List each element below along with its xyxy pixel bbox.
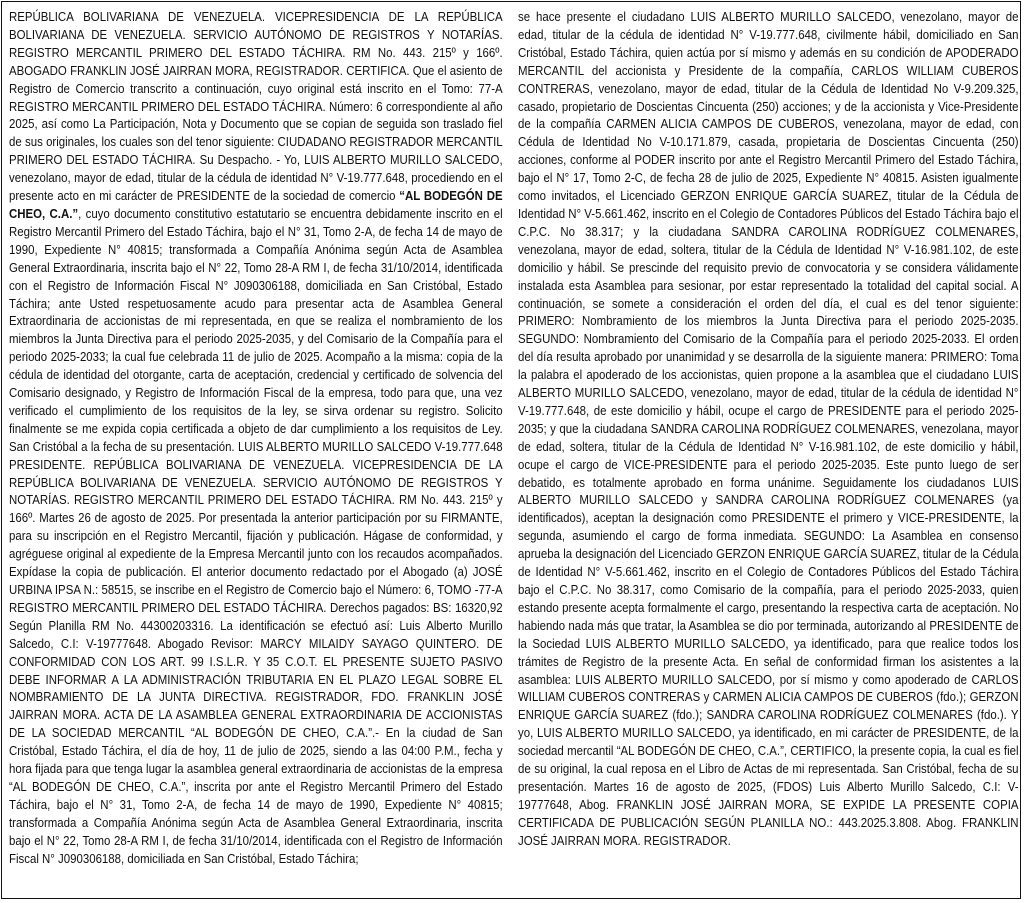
left-column bbox=[9, 8, 503, 892]
right-column bbox=[518, 8, 1019, 892]
left-text-part-2: , cuyo documento constitutivo estatutario se encuentra debidamente inscrito en el Registro Mercantil Primero del Estado Táchira, bajo el N° 31, Tomo 2-A, de fecha 14 de mayo de 1990, Expediente N° 40815; transformada a Compañía Anónima según Acta de Asamblea General Extraordinaria, inscrita bajo el N° 22, Tomo 28-A RM I, de fecha 31/10/2014, identificada con el Registro de Información Fiscal N° J090306188, domiciliada en San Cristóbal, Estado Táchira; ante Usted respetuosamente acudo para presentar acta de Asamblea General Extraordinaria de accionistas de mi representada, en que se realiza el nombramiento de los miembros la Junta Directiva para el periodo 2025-2035, y del Comisario de la Compañía para el periodo 2025-2033; la cual fue celebrada 11 de julio de 2025. Acompaño a la misma: copia de la cédula de identidad del otorgante, carta de aceptación, credencial y certificado de solvencia del Comisario designado, y Registro de Información Fiscal de la empresa, todo para que, una vez verificado el cumplimiento de los requisitos de la ley, se sirva ordenar su registro. Solicito finalmente se me expida copia certificada a objeto de dar cumplimiento a los requisitos de Ley. San Cristóbal a la fecha de su presentación. LUIS ALBERTO MURILLO SALCEDO V-19.777.648 PRESIDENTE. REPÚBLICA BOLIVARIANA DE VENEZUELA. VICEPRESIDENCIA DE LA REPÚBLICA BOLIVARIANA DE VENEZUELA. SERVICIO AUTÓNOMO DE REGISTROS Y NOTARÍAS. REGISTRO MERCANTIL PRIMERO DEL ESTADO TÁCHIRA. RM No. 443. 215º y 166º. Martes 26 de agosto de 2025. Por presentada la anterior participación por su FIRMANTE, para su inscripción en el Registro Mercantil, fijación y publicación. Hágase de conformidad, y agréguese original al expediente de la Empresa Mercantil junto con los recaudos acompañados. Expídase la copia de publicación. El anterior documento redactado por el Abogado (a) JOSÉ URBINA IPSA N.: 58515, se inscribe en el Registro de Comercio bajo el Número: 6, TOMO -77-A REGISTRO MERCANTIL PRIMERO DEL ESTADO TÁCHIRA. Derechos pagados: BS: 16320,92 Según Planilla RM No. 44300203316. La identificación se efectuó así: Luis Alberto Murillo Salcedo, C.I: V-19777648. Abogado Revisor: MARCY MILAIDY SAYAGO QUINTERO. DE CONFORMIDAD CON LOS ART. 99 I.S.L.R. Y 35 C.O.T. EL PRESENTE SUJETO PASIVO DEBE INFORMAR A LA ADMINISTRACIÓN TRIBUTARIA EN EL PLAZO LEGAL SOBRE EL NOMBRAMIENTO DE LA JUNTA DIRECTIVA. REGISTRADOR, FDO. FRANKLIN JOSÉ JAIRRAN MORA. ACTA DE LA ASAMBLEA GENERAL EXTRAORDINARIA DE ACCIONISTAS DE LA SOCIEDAD MERCANTIL “AL BODEGÓN DE CHEO, C.A.”.- En la ciudad de San Cristóbal, Estado Táchira, el día de hoy, 11 de julio de 2025, siendo a las 04:00 P.M., fecha y hora fijada para que tenga lugar la asamblea general extraordinaria de accionistas de la empresa “AL BODEGÓN DE CHEO, C.A.”, inscrita por ante el Registro Mercantil Primero del Estado Táchira, bajo el N° 31, Tomo 2-A, de fecha 14 de mayo de 1990, Expediente N° 40815; transformada a Compañía Anónima según Acta de Asamblea General Extraordinaria, inscrita bajo el N° 22, Tomo 28-A RM I, de fecha 31/10/2014, identificada con el Registro de Información Fiscal N° J090306188, domiciliada en San Cristóbal, Estado Táchira; bbox=[9, 205, 503, 866]
left-column-text bbox=[9, 8, 503, 868]
left-text-part-1: REPÚBLICA BOLIVARIANA DE VENEZUELA. VICEPRESIDENCIA DE LA REPÚBLICA BOLIVARIANA DE VENEZUELA. SERVICIO AUTÓNOMO DE REGISTROS Y NOTARÍAS. REGISTRO MERCANTIL PRIMERO DEL ESTADO TÁCHIRA. RM No. 443. 215º y 166º. ABOGADO FRANKLIN JOSÉ JAIRRAN MORA, REGISTRADOR. CERTIFICA. Que el asiento de Registro de Comercio transcrito a continuación, cuyo original está inscrito en el Tomo: 77-A REGISTRO MERCANTIL PRIMERO DEL ESTADO TÁCHIRA. Número: 6 correspondiente al año 2025, así como La Participación, Nota y Documento que se copian de seguida son traslado fiel de sus originales, los cuales son del tenor siguiente: CIUDADANO REGISTRADOR MERCANTIL PRIMERO DEL ESTADO TÁCHIRA. Su Despacho. - Yo, LUIS ALBERTO MURILLO SALCEDO, venezolano, mayor de edad, titular de la cédula de identidad N° V-19.777.648, procediendo en el presente acto en mi carácter de PRESIDENTE de la sociedad de comercio bbox=[9, 9, 503, 204]
company-name-bold: “AL BODEGÓN DE CHEO, C.A.” bbox=[9, 188, 503, 221]
legal-notice-page bbox=[1, 1, 1021, 899]
right-column-text: se hace presente el ciudadano LUIS ALBERTO MURILLO SALCEDO, venezolano, mayor de edad, titular de la cédula de identidad N° V-19.777.648, civilmente hábil, domiciliado en San Cristóbal, Estado Táchira, quien actúa por sí mismo y además en su condición de APODERADO MERCANTIL del accionista y Presidente de la compañía, CARLOS WILLIAM CUBEROS CONTRERAS, venezolano, mayor de edad, titular de la Cédula de Identidad No V-9.209.325, casado, propietario de Doscientas Cincuenta (250) acciones; y de la accionista y Vice-Presidente de la compañía CARMEN ALICIA CAMPOS DE CUBEROS, venezolana, mayor de edad, con Cédula de Identidad No V-10.171.879, casada, propietaria de Doscientas Cincuenta (250) acciones, conforme al PODER inscrito por ante el Registro Mercantil Primero del Estado Táchira, bajo el N° 17, Tomo 2-C, de fecha 28 de julio de 2025, Expediente N° 40815. Asisten igualmente como invitados, el Licenciado GERZON ENRIQUE GARCÍA SUAREZ, titular de la Cédula de Identidad N° V-5.661.462, inscrito en el Colegio de Contadores Públicos del Estado Táchira bajo el C.P.C. No 38.317; y la ciudadana SANDRA CAROLINA RODRÍGUEZ COLMENARES, venezolana, mayor de edad, soltera, titular de la Cédula de Identidad N° V-16.981.102, de este domicilio y hábil. Se prescinde del requisito previo de convocatoria y se considera válidamente instalada esta Asamblea para sesionar, por estar representado la totalidad del capital social. A continuación, se somete a consideración el orden del día, el cual es del tenor siguiente: PRIMERO: Nombramiento de los miembros la Junta Directiva para el periodo 2025-2035. SEGUNDO: Nombramiento del Comisario de la Compañía para el periodo 2025-2033. El orden del día resulta aprobado por unanimidad y se desarrolla de la siguiente manera: PRIMERO: Toma la palabra el apoderado de los accionistas, quien propone a la asamblea que el ciudadano LUIS ALBERTO MURILLO SALCEDO, venezolano, mayor de edad, titular de la cédula de identidad N° V-19.777.648, de este domicilio y hábil, ocupe el cargo de PRESIDENTE para el periodo 2025-2035; y que la ciudadana SANDRA CAROLINA RODRÍGUEZ COLMENARES, venezolana, mayor de edad, soltera, titular de la Cédula de Identidad N° V-16.981.102, de este domicilio y hábil, ocupe el cargo de VICE-PRESIDENTE para el periodo 2025-2035. Este punto luego de ser debatido, es totalmente aprobado en forma unánime. Seguidamente los ciudadanos LUIS ALBERTO MURILLO SALCEDO y SANDRA CAROLINA RODRÍGUEZ COLMENARES (ya identificados), aceptan la designación como PRESIDENTE el primero y VICE-PRESIDENTE, la segunda, asumiendo el cargo de forma inmediata. SEGUNDO: La Asamblea en consenso aprueba la designación del Licenciado GERZON ENRIQUE GARCÍA SUAREZ, titular de la Cédula de Identidad N° V-5.661.462, inscrito en el Colegio de Contadores Públicos del Estado Táchira bajo el C.P.C. No 38.317, como Comisario de la compañía, para el periodo 2025-2033, quien estando presente acepta formalmente el cargo, presentando la respectiva carta de aceptación. No habiendo nada más que tratar, la Asamblea se dio por terminada, autorizando al PRESIDENTE de la Sociedad LUIS ALBERTO MURILLO SALCEDO, ya identificado, para que realice todos los trámites de Registro de la presente Acta. En señal de conformidad firman los asistentes a la asamblea: LUIS ALBERTO MURILLO SALCEDO, por sí mismo y como apoderado de CARLOS WILLIAM CUBEROS CONTRERAS y CARMEN ALICIA CAMPOS DE CUBEROS (fdo.); GERZON ENRIQUE GARCÍA SUAREZ (fdo.); SANDRA CAROLINA RODRÍGUEZ COLMENARES (fdo.). Y yo, LUIS ALBERTO MURILLO SALCEDO, ya identificado, en mi carácter de PRESIDENTE, de la sociedad mercantil “AL BODEGÓN DE CHEO, C.A.”, CERTIFICO, la presente copia, la cual es fiel de su original, la cual reposa en el Libro de Actas de mi representada. San Cristóbal, fecha de su presentación. Martes 16 de agosto de 2025, (FDOS) Luis Alberto Murillo Salcedo, C.I: V-19777648, Abog. FRANKLIN JOSÉ JAIRRAN MORA, SE EXPIDE LA PRESENTE COPIA CERTIFICADA DE PUBLICACIÓN SEGÚN PLANILLA NO.: 443.2025.3.808. Abog. FRANKLIN JOSÉ JAIRRAN MORA. REGISTRADOR. bbox=[518, 9, 1019, 848]
